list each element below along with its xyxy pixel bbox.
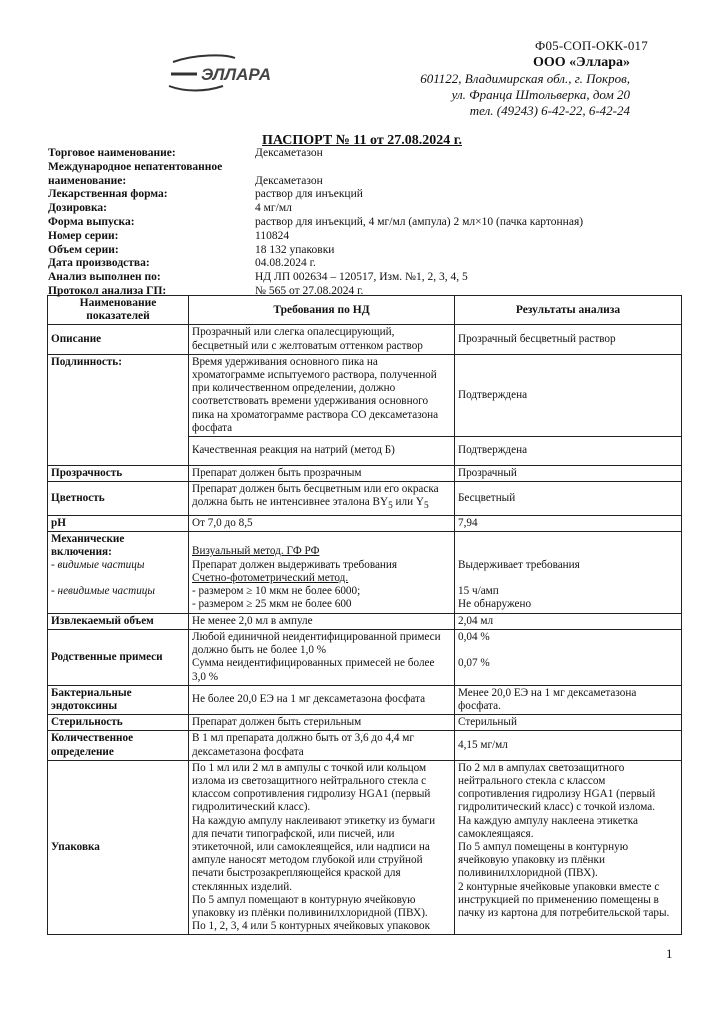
- row-name: pH: [48, 515, 189, 531]
- logo-text: ЭЛЛАРА: [201, 65, 271, 84]
- size-10-result: 15 ч/амп: [458, 585, 499, 598]
- info-row: [48, 161, 668, 175]
- info-row: [48, 271, 668, 285]
- color-requirement-or: или Y: [395, 496, 424, 509]
- size-25-result: Не обнаружено: [458, 598, 532, 611]
- table-row: [48, 482, 682, 516]
- visual-requirement: Препарат должен выдерживать требования: [192, 558, 398, 571]
- document-title: ПАСПОРТ № 11 от 27.08.2024 г.: [261, 133, 463, 148]
- table-row: [48, 613, 682, 629]
- row-result: 2,04 мл: [455, 613, 682, 629]
- info-value: раствор для инъекций, 4 мг/мл (ампула) 2 мл×10 (пачка картонная): [255, 215, 584, 228]
- info-label: Объем серии:: [48, 243, 119, 256]
- table-row: [48, 532, 682, 614]
- row-name: Родственные примеси: [48, 629, 189, 685]
- info-label: Лекарственная форма:: [48, 188, 168, 201]
- row-name: Количественное определение: [48, 731, 189, 760]
- row-result: [455, 532, 682, 614]
- row-requirement: Не менее 2,0 мл в ампуле: [189, 613, 455, 629]
- info-row: [48, 188, 668, 202]
- row-result: Прозрачный: [455, 466, 682, 482]
- company-name: ООО «Эллара»: [533, 55, 630, 70]
- info-label: Дата производства:: [48, 257, 150, 270]
- mechanical-title: Механические включения:: [51, 533, 125, 559]
- table-row: [48, 466, 682, 482]
- row-result: Стерильный: [455, 715, 682, 731]
- table-row: [48, 354, 682, 436]
- packaging-requirement: По 5 ампул помещают в контурную ячейковую упаковку из плёнки поливинилхлоридной (ПВХ).: [192, 893, 428, 919]
- info-value: НД ЛП 002634 – 120517, Изм. №1, 2, 3, 4, 5: [255, 271, 468, 284]
- size-10-requirement: - размером ≥ 10 мкм не более 6000;: [192, 584, 361, 597]
- info-row: [48, 216, 668, 230]
- row-result: [455, 629, 682, 685]
- invisible-particles-label: - невидимые частицы: [51, 584, 155, 597]
- color-requirement-text: Препарат должен быть бесцветным или его окраска должна быть не интенсивнее эталона BY: [192, 483, 439, 509]
- row-result: Менее 20,0 ЕЭ на 1 мг дексаметазона фосфата.: [455, 685, 682, 714]
- table-header-row: [48, 296, 682, 325]
- impurity-single-result: 0,04 %: [458, 630, 490, 643]
- col-header-indicator: Наименование показателей: [48, 296, 189, 325]
- info-value: Дексаметазон: [255, 174, 323, 187]
- packaging-result: По 2 мл в ампулах светозащитного нейтрального стекла с классом сопротивления гидролизу HGA1 (первый гидролитический класс) с точкой излома.: [458, 761, 656, 814]
- row-result: Подтверждена: [455, 437, 682, 466]
- color-subscript: 5: [388, 501, 393, 512]
- info-row: [48, 244, 668, 258]
- table-row: [48, 629, 682, 685]
- row-result: Подтверждена: [455, 354, 682, 436]
- info-value: 110824: [255, 229, 290, 242]
- impurity-single-requirement: Любой единичной неидентифицированной примеси должно быть не более 1,0 %: [192, 630, 441, 657]
- visible-result: Выдерживает требования: [458, 559, 580, 572]
- row-result: Бесцветный: [455, 482, 682, 516]
- info-row: [48, 175, 668, 189]
- info-value: № 565 от 27.08.2024 г.: [255, 284, 364, 297]
- row-name: Стерильность: [48, 715, 189, 731]
- company-logo: [165, 52, 305, 96]
- row-name: Бактериальные эндотоксины: [48, 685, 189, 714]
- color-subscript: 5: [423, 501, 429, 512]
- row-result: Прозрачный бесцветный раствор: [455, 325, 682, 354]
- row-name: Описание: [48, 325, 189, 354]
- row-requirement: Не более 20,0 ЕЭ на 1 мг дексаметазона фосфата: [189, 685, 455, 714]
- row-requirement: В 1 мл препарата должно быть от 3,6 до 4,4 мг дексаметазона фосфата: [189, 731, 455, 760]
- info-row: [48, 257, 668, 271]
- row-name: Извлекаемый объем: [48, 613, 189, 629]
- info-row: [48, 202, 668, 216]
- company-block: [380, 55, 630, 119]
- info-label: наименование:: [48, 174, 127, 187]
- packaging-requirement: На каждую ампулу наклеивают этикетку из бумаги для печати типографской, или писчей, или этикеточной, или самоклеящейся, или надписи на ампуле наносят методом глубокой или струйной печати быстрозакрепляющейся краской для стеклянных изделий.: [192, 814, 436, 893]
- info-label: Торговое наименование:: [48, 147, 176, 159]
- info-label: Номер серии:: [48, 229, 119, 242]
- info-label: Анализ выполнен по:: [48, 271, 161, 284]
- packaging-result: По 5 ампул помещены в контурную ячейковую упаковку из плёнки поливинилхлоридной (ПВХ).: [458, 840, 629, 880]
- info-label: Протокол анализа ГП:: [48, 284, 167, 297]
- packaging-requirement: По 1, 2, 3, 4 или 5 контурных ячейковых упаковок: [192, 920, 431, 933]
- table-row: [48, 731, 682, 760]
- table-row: [48, 325, 682, 354]
- visual-method: Визуальный метод. ГФ РФ: [192, 545, 320, 558]
- table-row: [48, 760, 682, 935]
- row-name: [48, 532, 189, 614]
- analysis-table: [47, 295, 682, 935]
- row-requirement: Препарат должен быть прозрачным: [189, 466, 455, 482]
- row-requirement: [189, 760, 455, 935]
- row-requirement: [189, 482, 455, 516]
- info-label: Международное непатентованное: [48, 160, 223, 173]
- info-value: 18 132 упаковки: [255, 243, 335, 256]
- count-method: Счетно-фотометрический метод.: [192, 571, 349, 584]
- info-value: [255, 161, 668, 175]
- product-info: [48, 147, 668, 299]
- row-result: 7,94: [455, 515, 682, 531]
- page-number: 1: [666, 946, 673, 961]
- table-row: [48, 515, 682, 531]
- info-value: раствор для инъекций: [255, 188, 363, 201]
- company-phone: тел. (49243) 6-42-22, 6-42-24: [469, 103, 630, 118]
- visible-particles-label: - видимые частицы: [51, 559, 145, 572]
- row-name: Цветность: [48, 482, 189, 516]
- info-label: Дозировка:: [48, 202, 108, 215]
- info-row: [48, 147, 668, 161]
- company-address-2: ул. Франца Штольверка, дом 20: [451, 87, 630, 102]
- packaging-result: На каждую ампулу наклеена этикетка самоклеящаяся.: [458, 814, 638, 840]
- row-requirement: Препарат должен быть стерильным: [189, 715, 455, 731]
- row-name: Упаковка: [48, 760, 189, 935]
- row-result: 4,15 мг/мл: [455, 731, 682, 760]
- col-header-results: Результаты анализа: [455, 296, 682, 325]
- impurity-total-requirement: Сумма неидентифицированных примесей не более 3,0 %: [192, 657, 435, 683]
- row-result: [455, 760, 682, 935]
- info-value: 4 мг/мл: [255, 202, 292, 215]
- row-requirement: [189, 629, 455, 685]
- info-value: Дексаметазон: [255, 147, 323, 159]
- impurity-total-result: 0,07 %: [458, 657, 490, 670]
- info-value: 04.08.2024 г.: [255, 257, 316, 270]
- size-25-requirement: - размером ≥ 25 мкм не более 600: [192, 598, 352, 611]
- row-requirement: Время удерживания основного пика на хроматограмме испытуемого раствора, полученной при количественном определении, должно соответствовать времени удерживания основного пика на хроматограмме раствора СО дексаметазона фосфата: [189, 354, 455, 436]
- table-row: [48, 715, 682, 731]
- row-requirement: [189, 532, 455, 614]
- company-address-1: 601122, Владимирская обл., г. Покров,: [420, 71, 630, 86]
- row-requirement: Прозрачный или слегка опалесцирующий, бесцветный или с желтоватым оттенком раствор: [189, 325, 455, 354]
- row-requirement: Качественная реакция на натрий (метод Б): [189, 437, 455, 466]
- document-code: Ф05-СОП-ОКК-017: [535, 38, 648, 53]
- row-name: Прозрачность: [48, 466, 189, 482]
- table-row: [48, 685, 682, 714]
- info-row: [48, 230, 668, 244]
- packaging-requirement: По 1 мл или 2 мл в ампулы с точкой или кольцом излома из светозащитного нейтрального стекла с классом сопротивления гидролизу HGA1 (первый гидролитический класс).: [192, 761, 431, 814]
- info-label: Форма выпуска:: [48, 215, 135, 228]
- row-requirement: От 7,0 до 8,5: [189, 515, 455, 531]
- row-name: Подлинность:: [48, 354, 189, 465]
- packaging-result: 2 контурные ячейковые упаковки вместе с инструкцией по применению помещены в пачку из картона для потребительской тары.: [458, 880, 670, 919]
- col-header-requirements: Требования по НД: [189, 296, 455, 325]
